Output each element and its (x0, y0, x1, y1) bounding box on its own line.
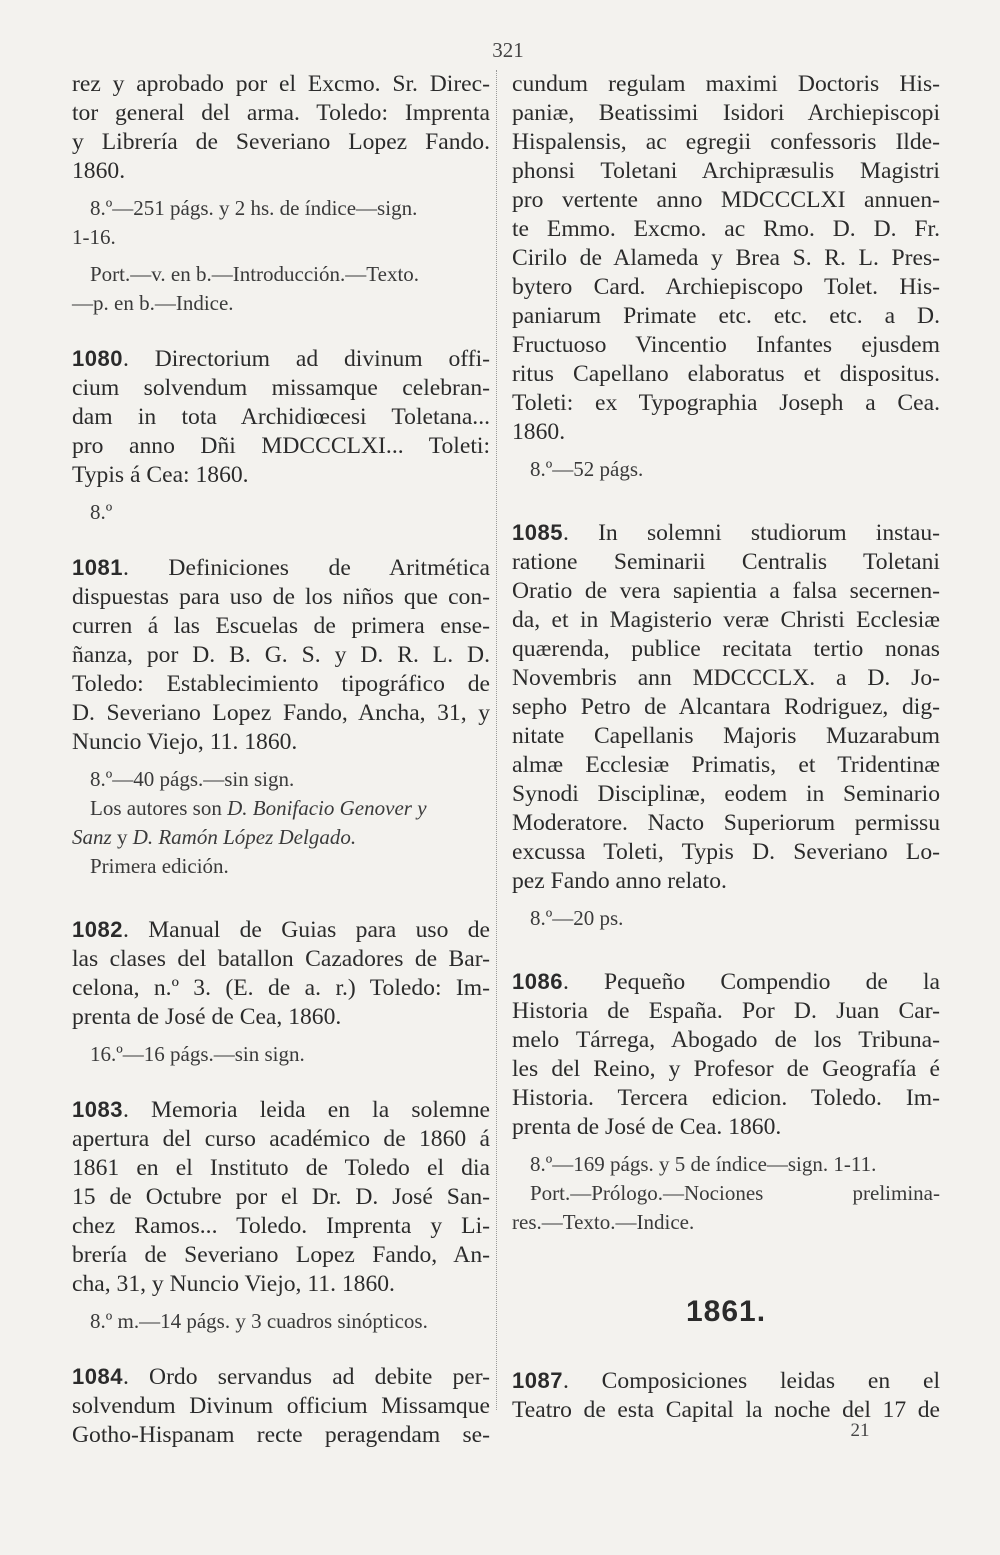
author-name: D. Ramón López Delgado. (132, 825, 357, 849)
text-line: pro vertente anno MDCCCLXI annuen- (512, 187, 940, 213)
format-note: 8.º m.—14 págs. y 3 cuadros sinópticos. (90, 1309, 428, 1333)
format-note: 8.º—169 págs. y 5 de índice—sign. 1-11. (530, 1152, 877, 1176)
right-column (512, 70, 940, 1425)
text-line: Fructuoso Vincentio Infantes ejusdem (512, 332, 940, 358)
entry-first-line (512, 518, 940, 548)
text-line: Synodi Disciplinæ, eodem in Seminario (512, 781, 940, 807)
text-line: cundum regulam maximi Doctoris His- (512, 71, 940, 97)
text-line: cha, 31, y Nuncio Viejo, 11. 1860. (72, 1271, 395, 1297)
entry-number: 1087 (512, 1368, 563, 1393)
author-name: D. Bonifacio Genover y (227, 796, 427, 820)
text-line: celona, n.º 3. (E. de a. r.) Toledo: Im- (72, 975, 490, 1001)
text-line: te Emmo. Excmo. ac Rmo. D. D. Fr. (512, 216, 940, 242)
text-line: tor general del arma. Toledo: Imprenta (72, 100, 490, 126)
text-line: . Definiciones de Aritmética (122, 555, 490, 581)
entry-1080 (72, 344, 490, 527)
text-line: Teatro de esta Capital la noche del 17 de (512, 1397, 940, 1423)
authors-note (72, 823, 490, 852)
text-line: sepho Petro de Alcantara Rodriguez, dig- (512, 694, 940, 720)
text-line: Hispalensis, ac egregii confessoris Ilde- (512, 129, 940, 155)
text-line: Los autores son (90, 796, 228, 820)
text-line: chez Ramos... Toledo. Imprenta y Li- (72, 1213, 490, 1239)
text-line: Novembris ann MDCCCLX. a D. Jo- (512, 665, 940, 691)
text-line: Gotho-Hispanam recte peragendam se- (72, 1422, 490, 1448)
text-line: 1861 en el Instituto de Toledo el dia (72, 1155, 490, 1181)
text-line: Nuncio Viejo, 11. 1860. (72, 729, 298, 755)
entry-first-line (72, 1095, 490, 1125)
entry-1082 (72, 915, 490, 1069)
text-line: apertura del curso académico de 1860 á (72, 1126, 490, 1152)
text-line: . Composiciones leidas en el (562, 1368, 940, 1394)
text-line: da, et in Magisterio veræ Christi Ecclesiæ (512, 607, 940, 633)
text-line: nitate Capellanis Majoris Muzarabum (512, 723, 940, 749)
text-line: 1860. (72, 158, 126, 184)
text-line: pro anno Dñi MDCCCLXI... Toleti: (72, 433, 490, 459)
author-name: Sanz (72, 825, 112, 849)
text-line: D. Severiano Lopez Fando, Ancha, 31, y (72, 700, 490, 726)
entry-number: 1080 (72, 346, 123, 371)
left-column (72, 70, 490, 1450)
text-line: brería de Severiano Lopez Fando, An- (72, 1242, 490, 1268)
text-line: Toleti: ex Typographia Joseph a Cea. (512, 390, 940, 416)
entry-number: 1081 (72, 555, 123, 580)
text-line: Oratio de vera sapientia a falsa secernen- (512, 578, 940, 604)
entry-number: 1086 (512, 969, 563, 994)
page-number: 321 (492, 38, 524, 62)
format-note: 1-16. (72, 225, 116, 249)
text-line: rez y aprobado por el Excmo. Sr. Direc- (72, 71, 490, 97)
text-line: pez Fando anno relato. (512, 868, 727, 894)
entry-1087 (512, 1366, 940, 1425)
entry-first-line (72, 553, 490, 583)
text-line: les del Reino, y Profesor de Geografía é (512, 1056, 940, 1082)
format-note: 8.º—52 págs. (530, 457, 644, 481)
edition-note: Primera edición. (90, 854, 229, 878)
text-line: prenta de José de Cea. 1860. (512, 1114, 782, 1140)
text-line: 15 de Octubre por el Dr. D. José San- (72, 1184, 490, 1210)
entry-1086 (512, 967, 940, 1237)
text-line: curren á las Escuelas de primera ense- (72, 613, 490, 639)
text-line: cium solvendum missamque celebran- (72, 375, 490, 401)
text-line: Typis á Cea: 1860. (72, 462, 249, 488)
format-note: 16.º—16 págs.—sin sign. (90, 1042, 305, 1066)
entry-number: 1085 (512, 520, 563, 545)
text-line: solvendum Divinum officium Missamque (72, 1393, 490, 1419)
text-line: excussa Toleti, Typis D. Severiano Lo- (512, 839, 940, 865)
entry-1085 (512, 518, 940, 933)
text-line: . Memoria leida en la solemne (122, 1097, 490, 1123)
text-line: ñanza, por D. B. G. S. y D. R. L. D. (72, 642, 490, 668)
text-line: phonsi Toletani Archipræsulis Magistri (512, 158, 940, 184)
text-line: Historia. Tercera edicion. Toledo. Im- (512, 1085, 940, 1111)
text-line: . Pequeño Compendio de la (562, 969, 940, 995)
entry-1081 (72, 553, 490, 881)
text-line: Moderatore. Nacto Superiorum permissu (512, 810, 940, 836)
text-line: . Manual de Guias para uso de (122, 917, 490, 943)
text-line: . Directorium ad divinum offi- (122, 346, 490, 372)
entry-first-line (72, 344, 490, 374)
text-line: prenta de José de Cea, 1860. (72, 1004, 342, 1030)
text-line: ratione Seminarii Centralis Toletani (512, 549, 940, 575)
text-line: dispuestas para uso de los niños que con- (72, 584, 490, 610)
text-line: melo Tárrega, Abogado de los Tribuna- (512, 1027, 940, 1053)
entry-1084 (72, 1362, 490, 1450)
text-line: quærenda, publice recitata tertio nonas (512, 636, 940, 662)
entry-first-line (512, 1366, 940, 1396)
text-line: dam in tota Archidiœcesi Toletana... (72, 404, 490, 430)
format-note: 8.º—251 págs. y 2 hs. de índice—sign. (90, 196, 418, 220)
authors-note (72, 794, 490, 823)
text-line: bytero Card. Archiepiscopo Tolet. His- (512, 274, 940, 300)
column-divider (496, 70, 497, 1410)
format-note: 8.º—20 ps. (530, 906, 624, 930)
entry-first-line (512, 967, 940, 997)
entry-continuation (72, 70, 490, 318)
text-line: y Librería de Severiano Lopez Fando. (72, 129, 490, 155)
signature-mark: 21 (850, 1420, 870, 1441)
entry-first-line (72, 1362, 490, 1392)
contents-note: Port.—v. en b.—Introducción.—Texto. (90, 262, 420, 286)
text-line: . Ordo servandus ad debite per- (122, 1364, 490, 1390)
entry-number: 1083 (72, 1097, 123, 1122)
text-line: Toledo: Establecimiento tipográfico de (72, 671, 490, 697)
format-note: 8.º (90, 500, 113, 524)
text-line: almæ Ecclesiæ Primatis, et Tridentinæ (512, 752, 940, 778)
year-heading: 1861. (685, 1295, 767, 1328)
text-line: y (111, 825, 133, 849)
text-line: las clases del batallon Cazadores de Bar- (72, 946, 490, 972)
text-line: paniæ, Beatissimi Isidori Archiepiscopi (512, 100, 940, 126)
entry-number: 1084 (72, 1364, 123, 1389)
text-line: 1860. (512, 419, 566, 445)
text-line: paniarum Primate etc. etc. etc. a D. (512, 303, 940, 329)
contents-note: res.—Texto.—Indice. (512, 1210, 695, 1234)
contents-note: —p. en b.—Indice. (72, 291, 234, 315)
text-line: Cirilo de Alameda y Brea S. R. L. Pres- (512, 245, 940, 271)
entry-first-line (72, 915, 490, 945)
entry-number: 1082 (72, 917, 123, 942)
text-line: Historia de España. Por D. Juan Car- (512, 998, 940, 1024)
text-line: ritus Capellano elaboratus et dispositus. (512, 361, 940, 387)
contents-note: Port.—Prólogo.—Nociones prelimina- (530, 1181, 940, 1205)
entry-1083 (72, 1095, 490, 1336)
entry-continuation (512, 70, 940, 484)
format-note: 8.º—40 págs.—sin sign. (90, 767, 295, 791)
text-line: . In solemni studiorum instau- (562, 520, 940, 546)
